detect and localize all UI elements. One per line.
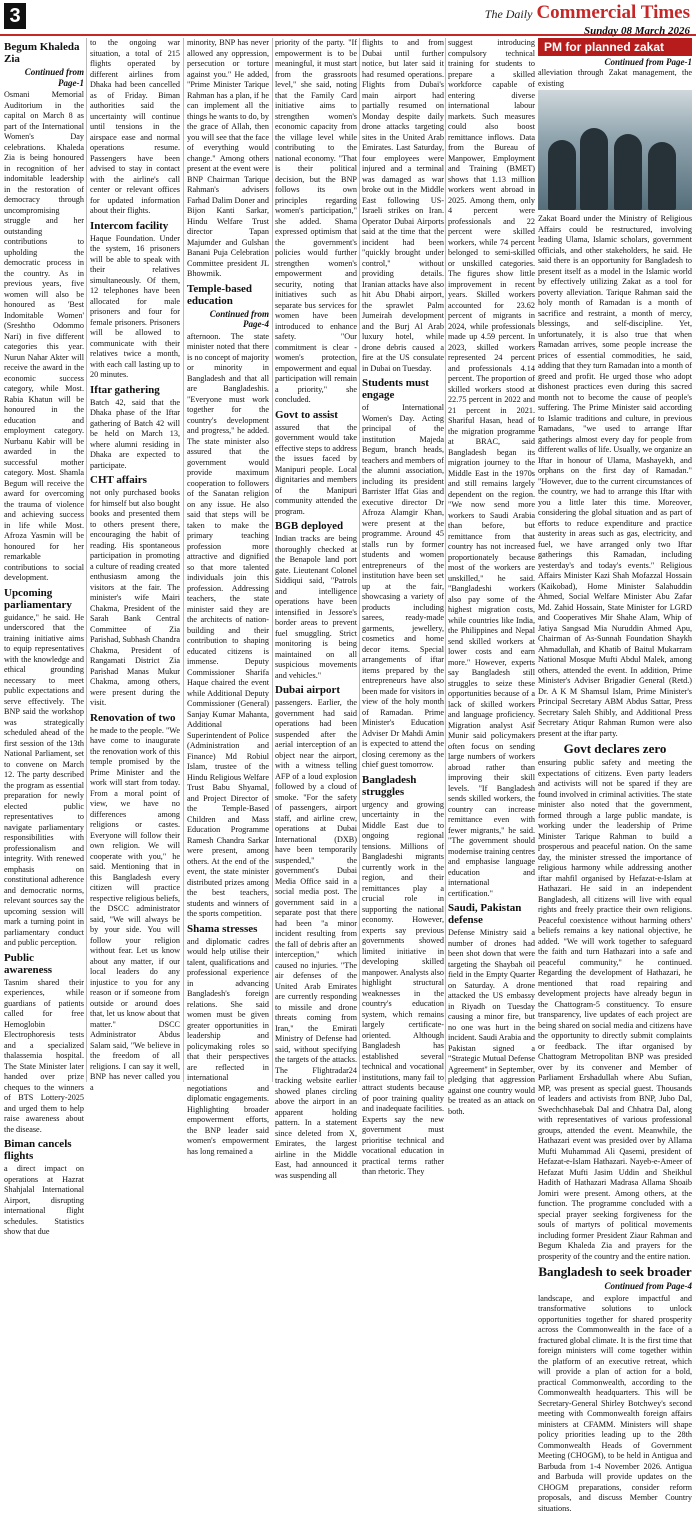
news-photo — [538, 90, 692, 210]
headline-banner: PM for planned zakat managemen — [538, 38, 692, 56]
article-subheading: BGB deployed — [275, 520, 357, 532]
column-3 — [187, 38, 269, 1082]
article-subheading: Bangladesh struggles — [362, 774, 444, 798]
continued-note: Continued from Page-1 — [538, 57, 692, 67]
article-body: not only purchased books for himself but also bought books and presented them to others present there, encouraging the habit of reading. His spontaneous participation in promoting a culture of reading created enthusiasm among the visitors at the fair. The minister's wife Mairi Chakma, President of the Sarah Bank Central Committee of Zia Parishad, Subhash Chandra Chakma, President of Rangamati District Zia Parishad Manas Mukur Chakma, among others, were present during the visit. — [90, 488, 180, 709]
article-body — [538, 68, 692, 88]
article-body: he made to the people. "We have come to inaugurate the renovation work of this temple promised by the Prime Minister and the work will start from today. From a moral point of view, we have no differences among religions or castes. Everyone will follow their own religion. We will cooperate with you," he said. Mentioning that in this Bangladesh every citizen will practice respective religious beliefs, the DSCC administrator said, "We will always be by your side. You will follow your religion without fear. Let us know about any matter, if our local leaders do any injustice to you for any reason or if someone from outside or around does that, let us know about that matter." DSCC Administrator Abdus Salam said, "We believe in the freedom of all religions. I can say it well, BNP has never called you a — [90, 726, 180, 1094]
article-subheading: Intercom facility — [90, 220, 180, 232]
article-body: minority, BNP has never allowed any oppression, persecution or torture against you." He added, "Prime Minister Tarique Rahman has a plan, if he can implement all the things he wants to do, by the grace of Allah, then you will see that the face of everything would change." Among others present at the event were BNP Chairman Tarique Rahman's advisers Farhad Dalim Doner and Bijon Kanti Sarkar, Hindu Welfare Trust director Tapan Majumder and Gulshan Banani Puja Celebration Committee president JL Bhowmik. — [187, 38, 269, 280]
article-subheading: Students must engage — [362, 377, 444, 401]
article-subheading: Public awareness — [4, 952, 84, 976]
article-subheading: Temple-based education — [187, 283, 269, 307]
column-rule — [272, 38, 273, 1082]
article-body: Haque Foundation. Under the system, 16 prisoners will be able to speak with their relatives simultaneously. Of them, 12 telephones have been allocated for male prisoners and four for female prisoners. Prisoners will be allowed to communicate with their relatives twice a month, with each call lasting up to 20 minutes. — [90, 234, 180, 381]
article-body: a direct impact on operations at Hazrat Shahjalal International Airport, disrupting international flight schedules. Statistics show that due — [4, 1164, 84, 1238]
article-body: flights to and from Dubai until further notice, but later said it had resumed operations. Flights from Dubai's main airport had partially resumed on Monday despite daily drone attacks targeting sites in the United Arab Emirates. Last Saturday, four employees were injured and a terminal was damaged as war broke out in the Middle East following US-Israeli strikes on Iran. Operator Dubai Airports said at the time that the incident had been "quickly brought under control," without providing details. Iranian attacks have also hit Abu Dhabi airport, the sprawlet Palm Jumeirah development and the Burj Al Arab luxury hotel, while drone debris caused a fire at the US consulate in Dubai on Tuesday. — [362, 38, 444, 374]
article-body: of International Women's Day. Acting principal of the institution Majeda Begum, branch heads, teachers and members of the alumni association, including its president Barrister Iffat Gias and executive director Dr Afroza Alamgir Khan, were present at the programme. Around 45 stalls run by former students and women entrepreneurs of the institution have been set up at the fair, showcasing a variety of products including sarees, ready-made garments, jewellery, cosmetics and home decor items. Special arrangements of iftar items prepared by the entrepreneurs have also been made for visitors in view of the holy month of Ramadan. Prime Minister's Education Adviser Dr Mahdi Amin is expected to attend the closing ceremony as the chief guest tomorrow. — [362, 403, 444, 771]
article-subheading: Iftar gathering — [90, 384, 180, 396]
article-body: afternoon. The state minister noted that there is no concept of majority or minority in Bangladesh and that all are Bangladeshis. "Everyone must work together for the country's development and progress," he added. The state minister also assured that the government would provide maximum cooperation to followers of the Sanatan religion on any issue. He also said that steps will be taken to make the primary teaching profession more attractive and dignified so that more talented individuals join this profession. Addressing teachers, the state minister said they are the architects of nation-building and their contribution to shaping educated citizens is immense. Deputy Commissioner Sharifa Haque chaired the event while Additional Deputy Commissioner (General) Sanjay Kumar Mahanta, Additional Superintendent of Police (Administration and Finance) Md Robiul Islam, trustee of the Hindu Religious Welfare Trust Babu Shyamal, and Project Director of the Temple-Based Children and Mass Education Programme Ramesh Chandra Sarkar were present, among others. At the end of the event, the state minister distributed prizes among the best teachers, students and winners of the sports competition. — [187, 332, 269, 920]
article-subheading: Saudi, Pakistan defense — [448, 902, 535, 926]
article-body: suggest introducing compulsory technical training for students to prepare a skilled workforce capable of entering diverse international labour markets. Such measures could also boost remittance inflows. Data from the Bureau of Manpower, Employment and Training (BMET) shows that 1.13 million workers went abroad in 2025. Among them, only 4 percent were professionals and 22 percent were skilled workers, while 74 percent belonged to semi-skilled or unskilled categories. The figures show little improvement in recent years. Skilled workers accounted for 23.62 percent of migrants in 2024, while professionals made up 4.59 percent. In 2023, skilled workers represented 24 percent and professionals 4.14 percent. The proportion of skilled workers stood at 22.75 percent in 2022 and 21 percent in 2021. Shariful Hasan, head of the migration programme at BRAC, said Bangladesh began its migration journey to the Middle East in the 1970s and still remains largely dependent on the region. "We now send more workers to Saudi Arabia than before, but remittance from that country has not increased proportionately because most of the workers are unskilled," he said. "Bangladeshi workers also pay some of the highest migration costs, while countries like India, the Philippines and Nepal send skilled workers at lower costs and earn more." However, experts say Bangladesh still struggles to seize these opportunities because of a lack of skilled workers and language proficiency. Migration analyst Asif Munir said policymakers often focus on sending large numbers of workers abroad rather than improving their skill levels. "If Bangladesh sends skilled workers, the country can increase remittance even with fewer migrants," he said. "The government should modernise training centres and emphasise language education and international certification." — [448, 38, 535, 899]
article-body: Defense Ministry said a number of drones had been shot down that were targeting the Shaybah oil field in the Empty Quarter on Saturday. A drone attacked the US embassy in Riyadh on Tuesday causing a minor fire, but no one was hurt in the incident. Saudi Arabia and Pakistan signed a "Strategic Mutual Defense Agreement" in September, pledging that aggression against one country would be treated as an attack on both. — [448, 928, 535, 1117]
article-body: Osmani Memorial Auditorium in the capital on March 8 as part of the International Women's Day celebrations. Khaleda Zia is being honoured in recognition of her indomitable leadership in the restoration of democracy through uncompromising struggle and her outstanding contributions to upholding the democratic process in the country. As in previous years, five women will also be honoured as 'Best Indomitable Women' (Sreshtho Odommo Nari) in five different categories this year. Nurun Nahar Akter will receive the award in the economic success category, while Most. Rabia Khatun will be honoured in the education and employment category. Nurbanu Kabir will be awarded in the successful mother category. Most. Shamla Begum will receive the award for overcoming the trauma of violence and achieving success in life while Most. Afroza Yasmin will be honoured for her remarkable contributions to social development. — [4, 90, 84, 584]
article-subheading: Bangladesh to seek broader — [538, 1265, 692, 1279]
article-body: to the ongoing war situation, a total of 215 flights operated by different airlines from Dhaka had been cancelled as of Friday. Biman authorities said the uncertainty will continue until tensions in the airspace ease and normal operations resume. Passengers have been advised to stay in contact with the airline's call center or relevant offices for updated information about their flights. — [90, 38, 180, 217]
column-2 — [90, 38, 180, 1082]
page-header — [0, 0, 696, 36]
article-subheading: Shama stresses — [187, 923, 269, 935]
person-figure — [548, 140, 576, 210]
article-subheading: Upcoming parliamentary — [4, 587, 84, 611]
article-body: ensuring public safety and meeting the expectations of citizens. Even party leaders and activists will not be spared if they are found involved in criminal activities. The state minister also noted that the government, formed through a large public mandate, is working under the leadership of Prime Minister Tarique Rahman to build a prosperous and peaceful nation. On the same day, the minister stressed the importance of religious harmony while addressing another iftar mahfil organised by Hefazat-e-Islam at Hathazari. He said in an independent Bangladesh, all citizens will live with equal rights and freely practice their own religions. Peaceful coexistence without harming others' beliefs remains a key national objective, he added. "We will work together to safeguard the faith and turn Hathazari into a safe and peaceful community," he continued. Regarding the development of Hathazari, he mentioned that road repairing and development projects have already begun in the Chattogram-5 constituency. To ensure transparency, live updates of each project are being shared on social media and citizens have the opportunity to directly submit complaints or feedback. The iftar organised by Chattogram Metropolitan BNP was presided over by its convener and Member of Parliament Ershadullah where Abu Sufian, MP, was present as special guest. Thousands of leaders and activists from BNP, Jubo Dal, Swechchhasebak Dal and Chhatra Dal, along with representatives of various professional groups, attended the event. Meanwhile, the Hathazari event was presided over by Allama Mufti Muhammad Ali Qasemi, president of Hefazat-e-Islam Hathazari. Nayeb-e-Ameer of Hefazat Mufti Jasim Uddin and Sheikhul Hadith of Hathazari Madrasa Allama Shoaib Jomiri were present. Among others, at the function. The programme concluded with a special prayer seeking forgiveness for the souls of martyrs of political movements including former President Ziaur Rahman and Begum Khaleda Zia and prayers for the prosperity of the country and the entire nation. — [538, 758, 692, 1262]
continued-note: Continued from Page-1 — [4, 67, 84, 88]
issue-date: Sunday 08 March 2026 — [485, 25, 690, 37]
column-rule — [183, 38, 184, 1082]
article-body: priority of the party. "If empowerment is to be meaningful, it must start from the grassroots level," she said, noting that the Family Card initiative aims to strengthen women's economic capacity from the village level while contributing to the national economy. "That is their political decision, but the BNP follows its own principles regarding women's participation," she added. Shama expressed optimism that the government's policies would further strengthen women's empowerment and security, noting that initiatives such as separate bus services for women have been introduced to enhance safety. "Our commitment is clear - women's protection, empowerment and equal participation will remain a priority," she concluded. — [275, 38, 357, 406]
person-figure — [614, 134, 642, 210]
column-4 — [275, 38, 357, 1082]
article-body: urgency and growing uncertainty in the Middle East due to ongoing regional tensions. Millions of Bangladeshi migrants currently work in the region, and their remittances play a crucial role in supporting the national economy. However, experts say previous governments showed limited initiative in developing skilled manpower. Analysts also highlight structural weaknesses in the country's education system, which remains largely certificate-oriented. Although Bangladesh has established several technical and vocational institutions, many fail to attract students because of poor training quality and inadequate facilities. Experts say the new government must prioritise technical and vocational education in practical terms rather than rhetoric. They — [362, 800, 444, 1178]
right-column-body — [538, 214, 692, 1082]
article-body: passengers. Earlier, the government had said operations had been suspended after the aerial interception of an object near the airport, with a witness telling AFP of a loud explosion followed by a cloud of smoke. "For the safety of passengers, airport staff, and airline crew, operations at Dubai International (DXB) have been temporarily suspended," the government's Dubai Media Office said in a social media post. The government said in a separate post that there had been "a minor incident resulting from the fall of debris after an interception," which caused no injuries. "The air defenses of the United Arab Emirates are currently responding to missile and drone threats coming from Iran," the Emirati Ministry of Defense had said, without specifying the targets of the attacks. The Flightradar24 tracking website earlier showed planes circling above the airport in an apparent holding pattern. In a statement since deleted from X, Emirates, the largest airline in the Middle East, had announced it was suspending all — [275, 698, 357, 1181]
article-subheading: Govt declares zero — [538, 742, 692, 756]
masthead-the: The Daily — [485, 7, 533, 21]
article-subheading: Biman cancels flights — [4, 1138, 84, 1162]
column-rule — [359, 38, 360, 1082]
article-body: Indian tracks are being thoroughly checked at the Benapole land port gate. Lieutenant Colonel Siddiqui said, "Patrols and intelligence operations have been intensified in Jessore's border areas to prevent fuel smuggling. Strict monitoring is being maintained on all suspicious movements and vehicles." — [275, 534, 357, 681]
article-headline: Begum Khaleda Zia — [4, 41, 84, 65]
person-figure — [648, 142, 676, 210]
continued-note: Continued from Page-4 — [538, 1281, 692, 1292]
masthead — [485, 2, 690, 37]
article-body: landscape, and explore impactful and transformative solutions to unlock opportunities together for shared prosperity across the Commonwealth in the face of a fractured global climate. It is the first time that foreign ministers will come together within the platform of an executive retreat, which will provide a plan of action for a bold, practical Commonwealth, according to the Commonwealth headquarters. This will be Secretary-General Shirley Botchwey's second meeting with Commonwealth foreign affairs ministers at CFAMM. Ministers will shape policy priorities leading up to the 28th Commonwealth Heads of Government Meeting (CHOGM), to be held in Antigua and Barbuda from 1-4 November 2026. Antigua and Barbuda will provide updates on the CHOGM preparations, consider reform proposals, and discuss Member Country situations. — [538, 1294, 692, 1514]
article-subheading: CHT affairs — [90, 474, 180, 486]
column-1 — [4, 38, 84, 1082]
page-number: 3 — [4, 3, 26, 29]
article-subheading: Renovation of two — [90, 712, 180, 724]
column-rule — [445, 38, 446, 1082]
article-body: Zakat Board under the Ministry of Religious Affairs could be restructured, involving leading Ulama, Islamic scholars, government officials, and other stakeholders, he said. He said there is an opportunity for Bangladesh to present itself as a model in the Islamic world by effectively utilizing Zakat as a tool for poverty alleviation. Tarique Rahman said the holy month of Ramadan is a month of sacrifice and restraint, a month of mercy, blessings, and self-discipline. Yet, unfortunately, it is also true that when Ramadan arrives, some people increase the prices of essential commodities, he said, adding that they turn Ramadan into a month of greed and profit. He urged those who adopt dishonest practices even during this sacred month not to become the cause of people's suffering. The Prime Minister said according to Islamic traditions and culture, in previous Ramadans, "we used to arrange Iftar gatherings almost every day for people from different walks of life. Usually, we organize an Iftar in honour of Ulama, Mashayekh, and orphans on the first day of Ramadan." "However, due to the current circumstances of the country, we had to arrange this Iftar with you a little later this time. Moreover, considering the global situation and as part of efforts to reduce expenditure and practice austerity in areas such as gas, electricity, and fuel, we have arranged only two Iftar gatherings this Ramadan, including yesterday's and today's events." Religious Affairs Minister Kazi Shah Mofazzal Hossain (Kaikobad), Home Minister Salahuddin Ahmed, Social Welfare Minister Abu Zafar Md. Zahid Hossain, State Minister for LGRD and Cooperatives Mir Shahe Alam, Whip of Jatiya Sangsad Mia Nuruddin Ahmed Apu, Chairman of As-Sunnah Foundation Shaykh Ahmadullah, and Khatib of Baitul Mukarram National Mosque Mufti Abdul Malek, among others, attended the event. In addition, Prime Minister's Adviser Brigadier General (Retd.) Dr. A K M Shamsul Islam, Prime Minister's Principal Secretary ABM Abdus Sattar, Press Secretary Saleh Shibly, and Additional Press Secretary Atiqur Rahman Rumon were also present at the iftar party. — [538, 214, 692, 739]
article-body: assured that the government would take effective steps to address the issues faced by Manipuri people. Local dignitaries and members of the Manipuri community attended the program. — [275, 423, 357, 518]
continued-note: Continued from Page-4 — [187, 309, 269, 330]
article-body: Batch 42, said that the Dhaka phase of the Iftar gathering of Batch 42 will be held on March 13, where alumni residing in Dhaka are expected to participate. — [90, 398, 180, 472]
masthead-title: Commercial Times — [536, 2, 690, 23]
column-5 — [362, 38, 444, 1082]
person-figure — [580, 128, 608, 210]
article-subheading: Govt to assist — [275, 409, 357, 421]
article-body: Tasnim shared their experiences, while guardians of patients called for free Hemoglobin Electrophoresis tests and a specialized thalassemia hospital. The State Minister later handed over prize cheques to the winners of BTS Lottery-2025 and urged them to help raise awareness about the disease. — [4, 978, 84, 1136]
article-body: and diplomatic cadres would help utilise their talent, qualifications and professional experience in advancing Bangladesh's foreign relations. She said women must be given greater opportunities in leadership and policymaking roles so that their perspectives are reflected in international negotiations and diplomatic engagements. Highlighting broader empowerment efforts, the BNP leader said women's empowerment has long remained a — [187, 937, 269, 1158]
column-rule — [86, 38, 87, 1082]
article-body-text: alleviation through Zakat management, the existing — [538, 68, 692, 89]
article-subheading: Dubai airport — [275, 684, 357, 696]
article-body: guidance," he said. He underscored that the training initiative aims to equip representatives with the knowledge and ethical grounding necessary to meet public expectations and serve effectively. The BNP said the workshop was strategically scheduled ahead of the first session of the 13th National Parliament, set to convene on March 12. The party described the program as essential preparation for newly elected public representatives to navigate parliamentary responsibilities with professionalism and integrity. With renewed emphasis on constitutional adherence and democratic norms, relevant sources say the upcoming session will mark a turning point in parliamentary conduct and public perception. — [4, 613, 84, 949]
column-6 — [448, 38, 535, 1082]
